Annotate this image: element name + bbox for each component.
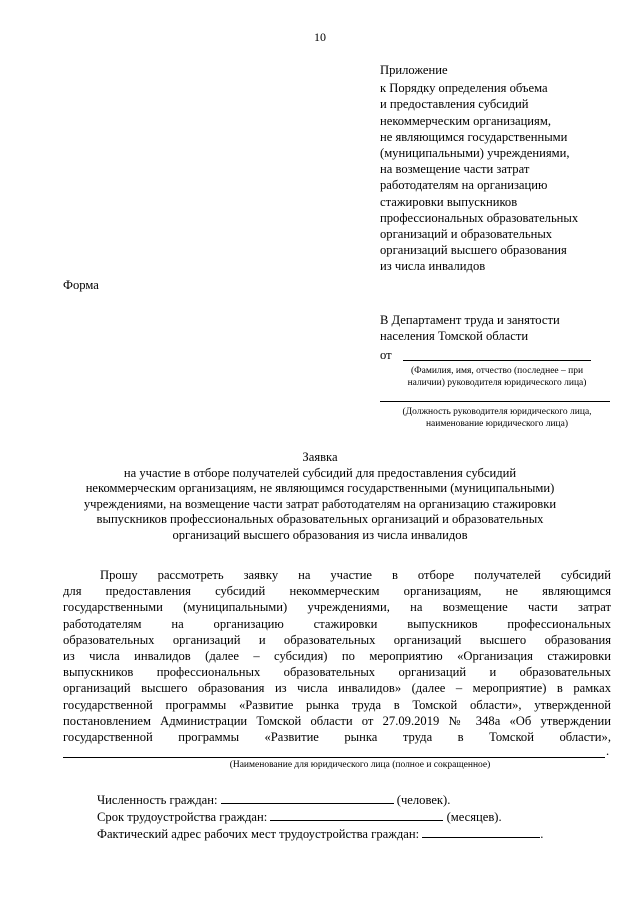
heading-line: учреждениями, на возмещение части затрат работодателям на организацию стажировки bbox=[83, 496, 557, 511]
organization-name-line[interactable] bbox=[63, 757, 605, 758]
note-line: (Фамилия, имя, отчество (последнее – при bbox=[410, 366, 584, 376]
from-label: от bbox=[380, 348, 392, 362]
work-address-label: Фактический адрес рабочих мест трудоустройства граждан: bbox=[97, 827, 420, 841]
appendix-line: некоммерческим организациям, bbox=[380, 113, 551, 128]
appendix-title: Приложение bbox=[380, 63, 448, 77]
applicant-position-line[interactable] bbox=[380, 401, 610, 402]
work-address-input[interactable] bbox=[422, 826, 540, 838]
application-heading bbox=[60, 450, 580, 544]
appendix-line: профессиональных образовательных bbox=[380, 210, 579, 225]
applicant-name-line[interactable] bbox=[403, 360, 591, 361]
employment-period-input[interactable] bbox=[270, 809, 443, 821]
employment-period-label: Срок трудоустройства граждан: bbox=[97, 810, 268, 824]
appendix-line: организаций и образовательных bbox=[380, 227, 553, 242]
heading-line: выпускников профессиональных образовательных организаций и образовательных bbox=[96, 512, 544, 527]
paragraph-line: постановлением Администрации Томской области от 27.09.2019 № 348а «Об утверждении bbox=[63, 713, 611, 728]
note-line: наименование юридического лица) bbox=[425, 419, 569, 429]
appendix-line: на возмещение части затрат bbox=[380, 162, 530, 177]
note-line: наличии) руководителя юридического лица) bbox=[407, 378, 587, 388]
work-address-end: . bbox=[540, 827, 544, 841]
appendix-line: работодателям на организацию bbox=[380, 178, 548, 193]
paragraph-line: Прошу рассмотреть заявку на участие в отборе получателей субсидий bbox=[100, 568, 611, 582]
citizens-count-unit: (человек). bbox=[396, 793, 451, 807]
heading-line: организаций высшего образования из числа инвалидов bbox=[172, 527, 468, 542]
paragraph-line: работодателям на организацию стажировки выпускников профессиональных bbox=[63, 616, 611, 631]
appendix-block bbox=[380, 62, 630, 275]
work-address-row bbox=[97, 826, 543, 843]
page-number: 10 bbox=[314, 30, 326, 44]
citizens-count-row bbox=[97, 792, 543, 809]
employment-period-row bbox=[97, 809, 543, 826]
paragraph-line: для предоставления субсидий некоммерческим организациям, не являющимся bbox=[63, 584, 611, 599]
appendix-line: из числа инвалидов bbox=[380, 259, 486, 274]
citizens-count-input[interactable] bbox=[221, 792, 394, 804]
note-line: (Должность руководителя юридического лица, bbox=[402, 407, 592, 417]
employment-period-unit: (месяцев). bbox=[446, 810, 502, 824]
paragraph-line: из числа инвалидов (далее – субсидия) по мероприятию «Организация стажировки bbox=[63, 649, 611, 664]
addressee-line-2: населения Томской области bbox=[380, 329, 529, 343]
heading-title: Заявка bbox=[302, 450, 338, 464]
appendix-line: и предоставления субсидий bbox=[380, 97, 529, 112]
addressee-block bbox=[380, 312, 620, 344]
citizens-count-label: Численность граждан: bbox=[97, 793, 218, 807]
appendix-line: к Порядку определения объема bbox=[380, 81, 548, 96]
heading-line: некоммерческим организациям, не являющимся государственными (муниципальными) bbox=[85, 481, 555, 496]
organization-name-note: (Наименование для юридического лица (полное и сокращенное) bbox=[229, 760, 491, 770]
heading-line: на участие в отборе получателей субсидий для предоставления субсидий bbox=[123, 465, 517, 480]
paragraph-line: государственными (муниципальными) учреждениями, на возмещение части затрат bbox=[63, 600, 611, 615]
body-paragraph bbox=[63, 567, 611, 745]
fields-block bbox=[97, 792, 543, 843]
paragraph-line: государственной программы «Развитие рынка труда в Томской области», bbox=[63, 730, 611, 745]
paragraph-line: организаций высшего образования из числа инвалидов» (далее – мероприятие) в рамках bbox=[63, 681, 611, 696]
appendix-line: стажировки выпускников bbox=[380, 194, 518, 209]
paragraph-line: государственной программы «Развитие рынка труда в Томской области», утвержденной bbox=[63, 697, 611, 712]
appendix-line: организаций высшего образования bbox=[380, 243, 567, 258]
applicant-position-note bbox=[382, 406, 612, 430]
appendix-line: (муниципальными) учреждениями, bbox=[380, 146, 570, 161]
addressee-line-1: В Департамент труда и занятости bbox=[380, 313, 560, 327]
form-label: Форма bbox=[63, 278, 99, 292]
paragraph-line: выпускников профессиональных образовательных организаций и образовательных bbox=[63, 665, 611, 680]
paragraph-line: образовательных организаций и образовательных организаций высшего образования bbox=[63, 632, 611, 647]
appendix-line: не являющимся государственными bbox=[380, 129, 568, 144]
organization-line-end: . bbox=[606, 744, 610, 758]
applicant-name-note bbox=[382, 365, 612, 389]
